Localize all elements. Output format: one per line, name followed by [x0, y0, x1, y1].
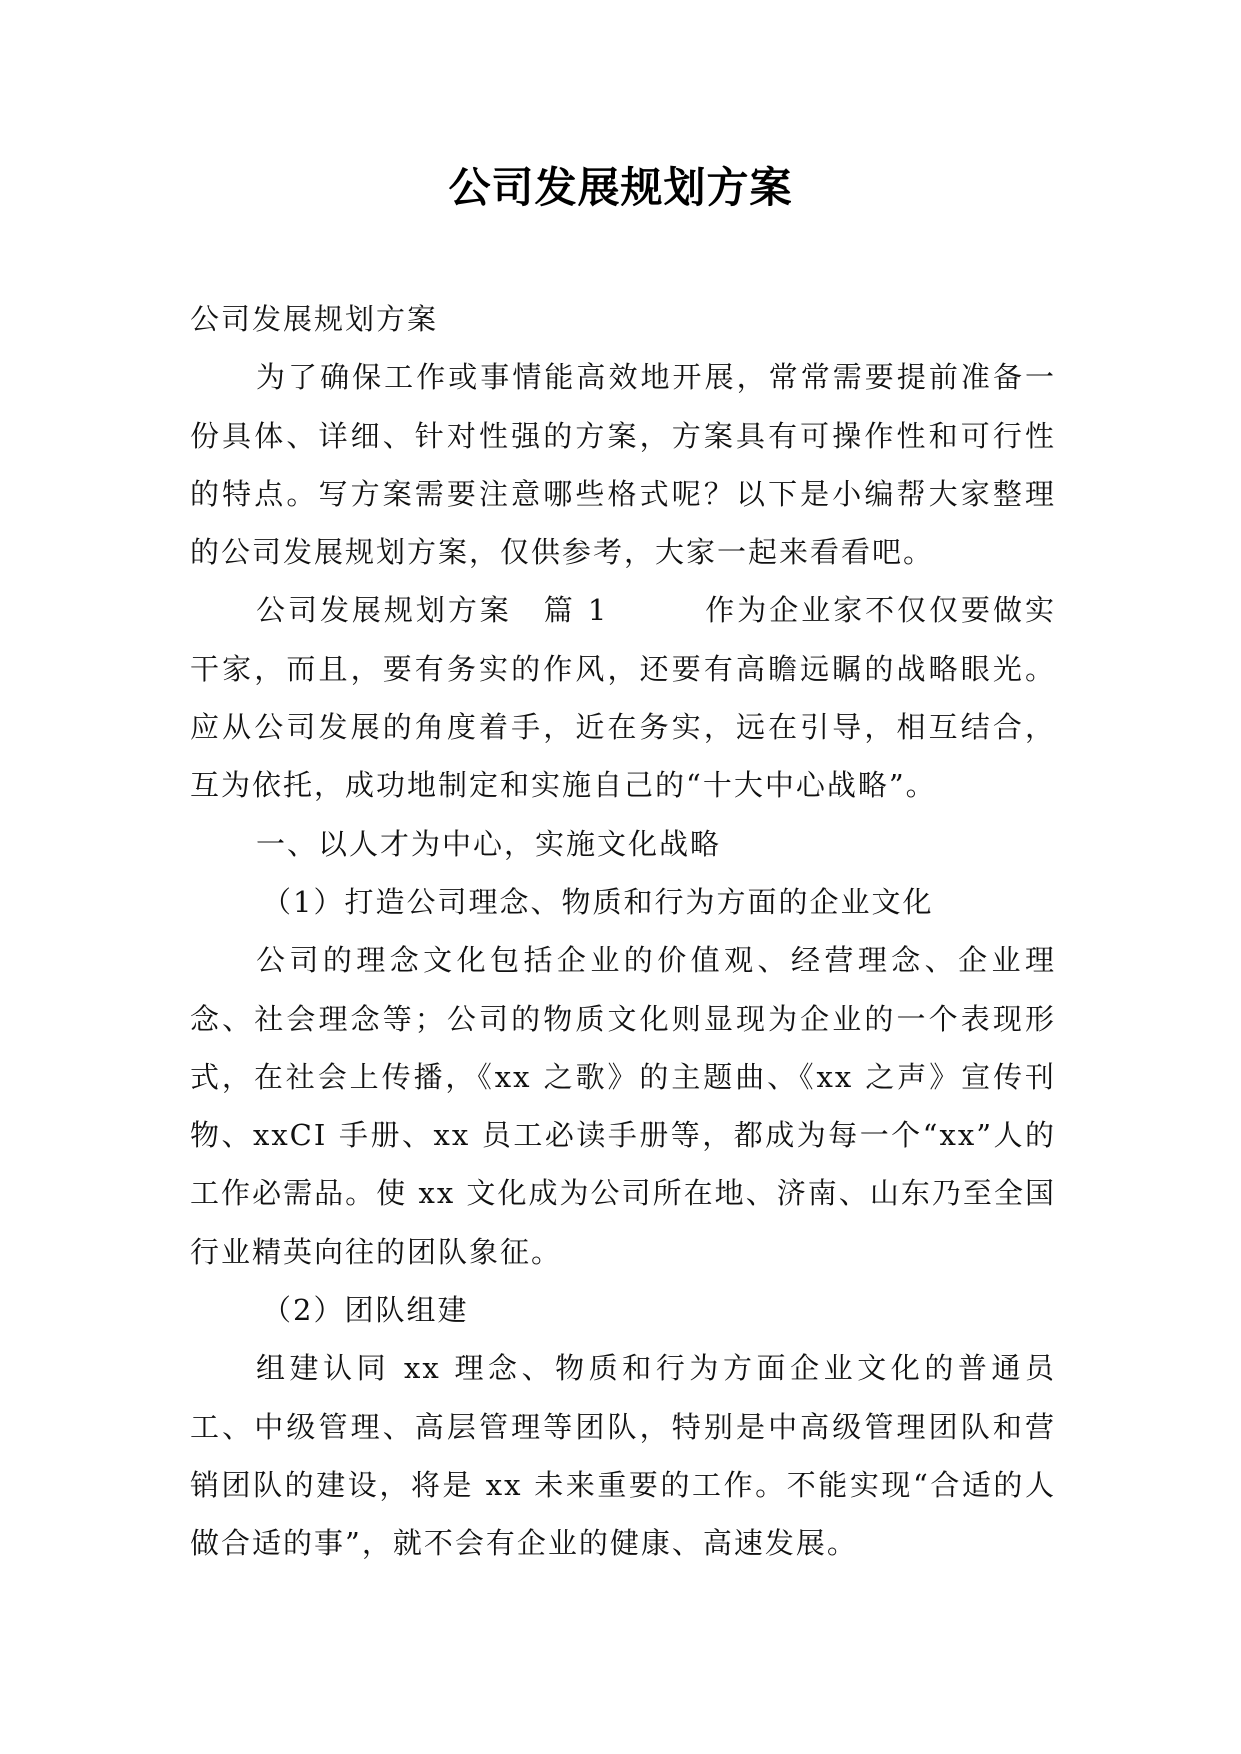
section-1-paragraph: 公司发展规划方案 篇 1 作为企业家不仅仅要做实干家，而且，要有务实的作风，还要有高瞻远瞩的战略眼光。应从公司发展的角度着手，近在务实，远在引导，相互结合，互为依托，成功地制定和实施自己的“十大中心战略”。: [190, 593, 1056, 803]
team-paragraph: 组建认同 xx 理念、物质和行为方面企业文化的普通员工、中级管理、高层管理等团队，特别是中高级管理团队和营销团队的建设，将是 xx 未来重要的工作。不能实现“合适的人做合适的事”，就不会有企业的健康、高速发展。: [190, 1351, 1056, 1561]
document-body: [190, 290, 1056, 1573]
subheading-team-building: （2）团队组建: [262, 1293, 469, 1328]
subheading-corporate-culture: （1）打造公司理念、物质和行为方面的企业文化: [262, 884, 934, 919]
subtitle-paragraph: 公司发展规划方案: [190, 302, 439, 336]
heading-culture-strategy: 一、以人才为中心，实施文化战略: [256, 826, 722, 861]
document-title: 公司发展规划方案: [448, 163, 793, 212]
culture-paragraph: 公司的理念文化包括企业的价值观、经营理念、企业理念、社会理念等；公司的物质文化则显现为企业的一个表现形式，在社会上传播，《xx 之歌》的主题曲、《xx 之声》宣传刊物、xxCI 手册、xx 员工必读手册等，都成为每一个“xx”人的工作必需品。使 xx 文化成为公司所在地、济南、山东乃至全国行业精英向往的团队象征。: [190, 943, 1056, 1269]
intro-paragraph: 为了确保工作或事情能高效地开展，常常需要提前准备一份具体、详细、针对性强的方案，方案具有可操作性和可行性的特点。写方案需要注意哪些格式呢？以下是小编帮大家整理的公司发展规划方案，仅供参考，大家一起来看看吧。: [190, 360, 1056, 570]
